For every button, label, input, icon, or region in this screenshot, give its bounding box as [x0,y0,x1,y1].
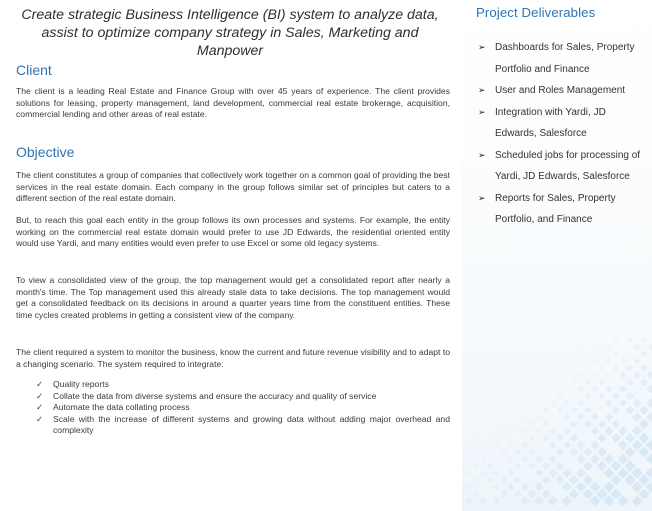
diamond-shape [606,344,611,349]
diamond-shape [462,450,464,454]
diamond-shape [605,385,612,392]
diamond-shape [487,449,492,454]
diamond-shape [549,455,557,463]
diamond-shape [515,449,521,455]
diamond-shape [571,407,578,414]
diamond-shape [565,359,569,363]
diamond-shape [647,385,652,394]
diamond-shape [488,436,493,441]
diamond-shape [521,497,530,506]
diamond-shape [611,461,622,472]
diamond-shape [590,440,599,449]
deliverable-item [478,37,650,80]
checklist-item [36,379,450,391]
arrow-bullet-icon: ➢ [478,42,486,52]
diamond-shape [592,386,599,393]
checklist-item [36,391,450,403]
diamond-shape [647,343,652,350]
diamond-shape [569,475,579,485]
diamond-shape [508,456,514,462]
diamond-shape [494,442,499,447]
diamond-shape [626,406,635,415]
diamond-shape [627,337,633,343]
diamond-shape [591,413,599,421]
diamond-shape [572,352,576,356]
diamond-shape [590,482,601,493]
diamond-shape [462,491,465,497]
diamond-shape [467,457,472,462]
diamond-shape [611,489,622,500]
diamond-shape [562,496,572,506]
checklist-item-text: Scale with the increase of different systems and growing data without adding major overhead and complexity [53,413,450,436]
diamond-shape [639,475,650,486]
diamond-shape [576,482,586,492]
diamond-shape [515,421,520,426]
diamond-shape [500,476,507,483]
diamond-shape [557,379,562,384]
diamond-shape [543,393,548,398]
diamond-shape [493,497,501,505]
diamond-shape [632,496,643,507]
diamond-shape [584,406,591,413]
diamond-shape [590,496,601,507]
diamond-shape [632,426,642,436]
diamond-shape [569,489,579,499]
diamond-shape [597,447,607,457]
diamond-shape [613,337,618,342]
diamond-shape [646,482,652,493]
objective-paragraph-3: To view a consolidated view of the group, the top management would get a consolidated report after nearly a month's time. The Top management used this already stale data to take decisions. The top management would get a consolidated feedback on its decisions in around a quarter years time from the constituent entities. These time cycles created problems in getting a consistent view of the company. [16,275,450,320]
diamond-shape [604,426,613,435]
diamond-shape [640,378,648,386]
diamond-shape [479,497,486,504]
diamond-shape [605,413,613,421]
diamond-shape [570,434,578,442]
diamond-shape [514,490,522,498]
diamond-shape [599,379,606,386]
diamond-shape [551,373,556,378]
diamond-shape [555,475,564,484]
diamond-shape [507,483,515,491]
diamond-shape [536,428,542,434]
diamond-shape [611,433,621,443]
diamond-shape [639,419,649,429]
diamond-shape [591,427,599,435]
diamond-shape [626,364,633,371]
deliverable-item [478,80,650,102]
diamond-shape [633,371,641,379]
diamond-shape [473,463,478,468]
diamond-shape [535,469,543,477]
checklist-item [36,414,450,437]
diamond-shape [557,393,563,399]
arrow-bullet-icon: ➢ [478,192,486,203]
diamond-shape [583,447,592,456]
checklist-item-text: Collate the data from diverse systems and ensure the accuracy and quality of service [53,390,377,401]
diamond-shape [639,405,648,414]
deliverable-item-text: User and Roles Management [495,85,626,96]
diamond-shape [634,344,641,351]
arrow-bullet-icon: ➢ [478,85,486,95]
diamond-shape [564,372,569,377]
diamond-shape [592,358,598,364]
diamond-shape [639,433,650,444]
diamond-shape [619,399,627,407]
diamond-shape [550,386,555,391]
deliverable-item-text: Scheduled jobs for processing of Yardi, JD Edwards, Salesforce [495,149,641,182]
diamond-shape [586,338,590,342]
diamond-shape [473,491,480,498]
objective-heading: Objective [16,144,75,160]
diamond-shape [604,454,614,464]
diamond-shape [535,455,543,463]
diamond-shape [473,477,479,483]
diamond-shape [633,399,642,408]
diamond-shape [487,463,493,469]
diamond-shape [605,399,613,407]
checklist-item-text: Automate the data collating process [53,402,190,413]
diamond-shape [576,468,586,478]
objective-paragraph-1: The client constitutes a group of companies that collectively work together on a common goal of providing the best services in the real estate domain. Each company in the group follows similar set of principles but caters to a different section of the real estate domain. [16,170,450,204]
diamond-shape [564,400,570,406]
diamond-shape [543,435,550,442]
deliverable-item [478,145,650,188]
deliverable-item-text: Dashboards for Sales, Property Portfolio and Finance [495,42,635,75]
diamond-shape [548,496,558,506]
diamond-shape [534,496,543,505]
diamond-shape [641,337,647,343]
diamond-shape [481,443,486,448]
diamond-shape [597,461,607,471]
objective-paragraph-4: The client required a system to monitor the business, know the current and future revenue visibility and to adapt to a changing scenario. The system required to integrate: [16,347,450,369]
diamond-shape [495,415,499,419]
diamond-shape [502,422,507,427]
diamond-shape [579,345,583,349]
diamond-shape [571,365,576,370]
diamond-shape [625,433,635,443]
diamond-shape [514,476,522,484]
diamond-shape [620,358,627,365]
diamond-shape [585,379,591,385]
diamond-shape [514,462,521,469]
checklist-item [36,402,450,414]
diamond-shape [481,429,485,433]
diamond-shape [578,372,584,378]
diamond-shape [550,428,557,435]
diamond-shape [500,490,508,498]
diamond-shape [619,371,626,378]
diamond-shape [556,448,564,456]
check-icon: ✓ [36,413,44,424]
diamond-shape [626,392,634,400]
diamond-shape [509,415,514,420]
diamond-shape [522,414,527,419]
diamond-shape [537,387,542,392]
diamond-shape [549,469,558,478]
checklist-item-text: Quality reports [53,379,109,389]
diamond-shape [522,428,528,434]
diamond-shape [502,408,506,412]
diamond-shape [529,449,536,456]
diamond-shape [598,420,606,428]
diamond-shape [646,454,652,465]
diamond-shape [536,414,542,420]
diamond-shape [563,441,571,449]
arrow-bullet-icon: ➢ [478,106,486,117]
diamond-shape [528,490,537,499]
diamond-shape [577,413,584,420]
diamond-shape [604,468,615,479]
diamond-shape [529,421,535,427]
deliverable-item-text: Integration with Yardi, JD Edwards, Salesforce [495,106,606,139]
diamond-shape [646,468,652,479]
diamond-shape [590,454,600,464]
diamond-shape [586,352,591,357]
diamond-shape [562,482,572,492]
diamond-shape [462,464,464,469]
diamond-shape [593,345,598,350]
diamond-shape [494,470,501,477]
diamond-shape [597,433,606,442]
diamond-shape [618,496,629,507]
diamond-shape [604,496,615,507]
requirements-checklist [36,379,450,437]
diamond-shape [576,454,585,463]
diamond-shape [599,351,604,356]
diamond-shape [558,366,562,370]
diamond-shape [598,392,605,399]
diamond-shape [640,364,648,372]
deliverables-heading: Project Deliverables [476,5,596,20]
diamond-shape [563,427,570,434]
diamond-shape [521,483,529,491]
diamond-shape [536,400,541,405]
diamond-shape [612,392,620,400]
diamond-shape [493,483,500,490]
diamond-shape [640,350,647,357]
diamond-shape [583,461,593,471]
diamond-shape [613,365,620,372]
diamond-shape [570,420,577,427]
diamond-shape [578,400,585,407]
diamond-shape [487,477,494,484]
diamond-shape [571,379,577,385]
diamond-shape [480,456,485,461]
diamond-shape [543,421,549,427]
diamond-shape [618,468,629,479]
diamond-shape [625,461,636,472]
diamond-shape [562,468,571,477]
diamond-shape [647,371,652,379]
diamond-shape [507,469,514,476]
diamond-shape [633,357,640,364]
deliverable-item [478,188,650,231]
client-heading: Client [16,62,52,78]
diamond-shape [501,435,506,440]
diamond-shape [542,476,551,485]
diamond-shape [466,498,473,505]
diamond-shape [632,468,643,479]
diamond-shape [599,365,605,371]
check-icon: ✓ [36,402,44,413]
diamond-shape [618,426,628,436]
diamond-shape [564,414,571,421]
diamond-shape [612,420,621,429]
page-headline: Create strategic Business Intelligence (BI) system to analyze data, assist to optimize company strategy in Sales, Marketing and Manpower [21,7,439,59]
diamond-shape [612,406,620,414]
diamond-shape [577,441,586,450]
diamond-shape [541,489,550,498]
diamond-shape [626,378,634,386]
diamond-shape [549,441,556,448]
diamond-shape [474,436,478,440]
diamond-shape [646,412,652,422]
diamond-shape [543,407,549,413]
diamond-shape [495,429,500,434]
diamond-shape [632,412,641,421]
client-description: The client is a leading Real Estate and Finance Group with over 45 years of experience. The client provides solutions for leasing, property management, land development, commercial real estate brokerage, acquisition, commercial lending and other areas of real estate. [16,86,450,120]
diamond-shape [632,482,643,493]
diamond-shape [542,462,550,470]
diamond-shape [535,483,544,492]
objective-paragraph-2: But, to reach this goal each entity in the group follows its own processes and systems. For example, the entity working on the commercial real estate domain would prefer to use JD Edwards, the residential oriented entity would use Yardi, and many entities would even prefer to use Excel or some old legacy systems. [16,215,450,249]
diamond-shape [639,489,650,500]
diamond-shape [646,398,652,407]
diamond-shape [556,462,565,471]
diamond-shape [639,447,650,458]
diamond-shape [584,420,592,428]
diamond-shape [516,394,520,398]
deliverables-panel [462,0,652,511]
diamond-shape [619,385,627,393]
diamond-shape [509,401,513,405]
diamond-shape [508,442,514,448]
diamond-shape [480,470,486,476]
diamond-shape [606,358,612,364]
diamond-shape [578,386,584,392]
diamond-shape [604,482,615,493]
diamond-shape [528,462,536,470]
diamond-shape [466,470,471,475]
diamond-shape [613,351,619,357]
check-icon: ✓ [36,379,44,389]
diamond-shape [592,372,598,378]
diamond-shape [646,440,652,451]
arrow-bullet-icon: ➢ [478,149,486,160]
diamond-shape [625,447,636,458]
diamond-shape [522,442,528,448]
diamond-shape [570,448,579,457]
diamond-shape [625,475,636,486]
diamond-shape [632,440,643,451]
diamond-shape [530,394,535,399]
diamond-shape [466,484,472,490]
diamond-shape [618,440,628,450]
diamond-shape [583,475,593,485]
deliverable-item [478,102,650,145]
diamond-shape [501,449,507,455]
diamond-shape [550,400,556,406]
deliverables-list [478,37,650,231]
diamond-shape [529,435,535,441]
diamond-shape [516,408,521,413]
diamond-shape [618,454,629,465]
deliverable-item-text: Reports for Sales, Property Portfolio, and Finance [495,192,616,225]
diamond-shape [523,387,527,391]
diamond-shape [583,489,594,500]
diamond-shape [585,393,592,400]
diamond-shape [597,489,608,500]
diamond-shape [556,434,563,441]
diamond-shape [611,475,622,486]
diamond-shape [522,456,529,463]
check-icon: ✓ [36,390,44,401]
diamond-shape [557,407,563,413]
